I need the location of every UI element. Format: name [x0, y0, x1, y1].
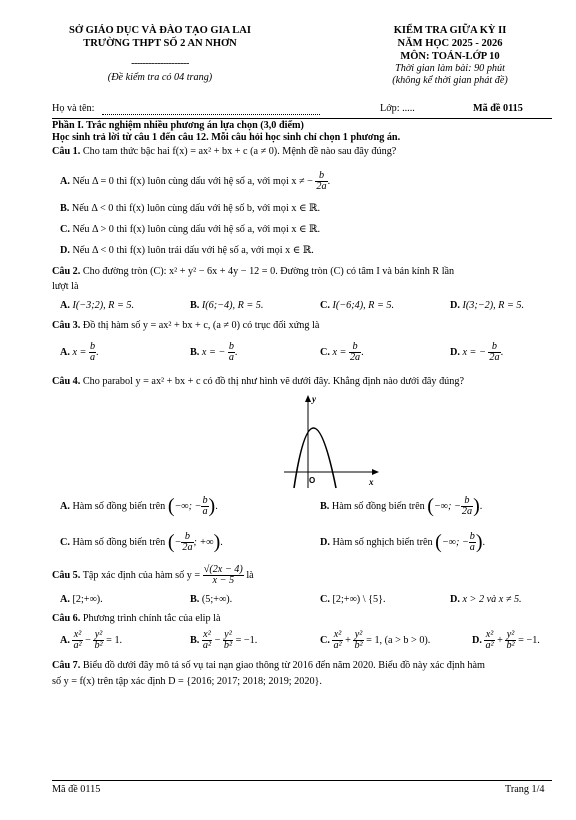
- question-stem: Cho đường tròn (C): x² + y² − 6x + 4y − 12 = 0. Đường tròn (C) có tâm I và bán kính R lần: [82, 266, 455, 277]
- question-stem: Tập xác định của hàm số y =: [82, 570, 201, 582]
- class-label: Lớp: .....: [380, 103, 415, 114]
- option-text: Nếu Δ > 0 thì f(x) luôn cùng dấu với hệ số a, với mọi x ∈ ℝ.: [72, 224, 321, 235]
- header-dashes: --------------------: [131, 58, 189, 69]
- question-5: Câu 5. Tập xác định của hàm số y = $\frac{√(2x - 4)}{x - 5}$ là: [52, 564, 254, 587]
- option-text: = −1.: [518, 635, 540, 647]
- question-stem-cont: số y = f(x) trên tập xác định D = {2016; 2017; 2018; 2019; 2020}.: [52, 676, 322, 687]
- q6-option-a[interactable]: A. $\frac{\text{x²}}{\text{a²}}$ − $\frac{\text{y²}}{\text{b²}}$ = 1.: [60, 629, 123, 652]
- option-text: (5;+∞).: [201, 594, 233, 605]
- q6-option-c[interactable]: C. $\frac{\text{x²}}{\text{a²}}$ + $\frac{\text{y²}}{\text{b²}}$ = 1, (a > b > 0).: [320, 629, 431, 652]
- y-axis-arrow: [305, 395, 311, 402]
- q3-option-b[interactable]: B. x = − $\frac{b}{a}$ .: [190, 341, 238, 364]
- q5-option-a[interactable]: A. [2;+∞).: [60, 594, 103, 605]
- option-text: Nếu Δ = 0 thì f(x) luôn cùng dấu với hệ số a, với mọi x ≠ −: [72, 176, 313, 188]
- q5-option-c[interactable]: C. [2;+∞) \ {5}.: [320, 594, 386, 605]
- exam-code: Mã đề 0115: [473, 103, 523, 114]
- option-text: = 1.: [106, 635, 123, 647]
- option-text: Hàm số đồng biến trên: [331, 500, 425, 512]
- question-label: Câu 1.: [52, 146, 81, 157]
- question-1: [52, 146, 396, 159]
- department-name: SỞ GIÁO DỤC VÀ ĐÀO TẠO GIA LAI: [69, 25, 251, 36]
- question-stem-end: là: [246, 570, 254, 582]
- name-blank[interactable]: [102, 114, 320, 115]
- option-text: = 1, (a > b > 0).: [366, 635, 431, 647]
- page-number: Trang 1/4: [505, 784, 545, 795]
- q1-option-a[interactable]: A. Nếu Δ = 0 thì f(x) luôn cùng dấu với hệ số a, với mọi x ≠ − $\frac{b}{2a}$ .: [60, 170, 331, 193]
- question-stem: Phương trình chính tắc của elip là: [82, 613, 221, 624]
- question-stem: Đồ thị hàm số y = ax² + bx + c, (a ≠ 0) có trục đối xứng là: [82, 320, 320, 331]
- origin-label: O: [309, 476, 316, 485]
- question-label: Câu 6.: [52, 613, 81, 624]
- q2-option-b[interactable]: B. I(6;−4), R = 5.: [190, 300, 264, 311]
- q2-option-a[interactable]: A. I(−3;2), R = 5.: [60, 300, 135, 311]
- option-text: Hàm số đồng biến trên: [72, 536, 166, 548]
- question-label: Câu 7.: [52, 660, 81, 671]
- name-label: Họ và tên:: [52, 103, 95, 114]
- q1-option-d[interactable]: D. Nếu Δ < 0 thì f(x) luôn trái dấu với hệ số a, với mọi x ∈ ℝ.: [60, 245, 314, 256]
- option-text: Hàm số nghịch biến trên: [332, 536, 433, 548]
- question-label: Câu 2.: [52, 266, 81, 277]
- question-label: Câu 3.: [52, 320, 81, 331]
- footer-exam-code: Mã đề 0115: [52, 784, 101, 795]
- option-text: Hàm số đồng biến trên: [72, 500, 166, 512]
- q3-option-a[interactable]: A. x = $\frac{b}{a}$ .: [60, 341, 99, 364]
- q6-option-b[interactable]: B. $\frac{\text{x²}}{\text{a²}}$ − $\frac{\text{y²}}{\text{b²}}$ = −1.: [190, 629, 258, 652]
- q2-option-c[interactable]: C. I(−6;4), R = 5.: [320, 300, 395, 311]
- question-3: [52, 320, 319, 333]
- question-label: Câu 4.: [52, 376, 81, 387]
- part1-instruction: Học sinh trả lời từ câu 1 đến câu 12. Mỗi câu hỏi học sinh chỉ chọn 1 phương án.: [52, 132, 401, 143]
- time-note: (không kể thời gian phát đề): [392, 75, 508, 86]
- q5-option-d[interactable]: D. x > 2 và x ≠ 5.: [450, 594, 522, 605]
- q1-option-b[interactable]: B. Nếu Δ < 0 thì f(x) luôn cùng dấu với hệ số b, với mọi x ∈ ℝ.: [60, 203, 321, 214]
- question-4: [52, 376, 464, 389]
- page-count-note: (Đề kiểm tra có 04 trang): [107, 72, 213, 83]
- option-text: I(−6;4), R = 5.: [332, 300, 395, 311]
- question-stem: Cho tam thức bậc hai f(x) = ax² + bx + c (a ≠ 0). Mệnh đề nào sau đây đúng?: [82, 146, 397, 157]
- school-name: TRƯỜNG THPT SỐ 2 AN NHƠN: [83, 38, 237, 49]
- question-label: Câu 5.: [52, 570, 81, 582]
- time-limit: Thời gian làm bài: 90 phút: [395, 63, 505, 74]
- option-text: Nếu Δ < 0 thì f(x) luôn trái dấu với hệ số a, với mọi x ∈ ℝ.: [72, 245, 314, 256]
- option-text: Nếu Δ < 0 thì f(x) luôn cùng dấu với hệ số b, với mọi x ∈ ℝ.: [71, 203, 321, 214]
- option-text: x =: [332, 347, 347, 359]
- exam-title: KIỂM TRA GIỮA KỲ II: [393, 25, 507, 36]
- y-axis-label: y: [312, 394, 316, 404]
- q2-option-d[interactable]: D. I(3;−2), R = 5.: [450, 300, 525, 311]
- option-text: I(3;−2), R = 5.: [462, 300, 525, 311]
- option-text: [2;+∞) \ {5}.: [332, 594, 386, 605]
- x-axis-label: x: [369, 477, 374, 487]
- option-text: I(6;−4), R = 5.: [201, 300, 264, 311]
- subject: MÔN: TOÁN-LỚP 10: [400, 51, 500, 62]
- q4-option-c[interactable]: C. Hàm số đồng biến trên (− $\frac{b}{2a}$ ; +∞).: [60, 530, 223, 553]
- q3-option-d[interactable]: D. x = − $\frac{b}{2a}$ .: [450, 341, 504, 364]
- question-stem-cont: lượt là: [52, 281, 79, 292]
- question-2: [52, 266, 454, 279]
- question-6: [52, 613, 221, 626]
- question-stem: Cho parabol y = ax² + bx + c có đồ thị như hình vẽ dưới đây. Khẳng định nào dưới đây đúng?: [82, 376, 464, 387]
- header-divider: [52, 118, 552, 119]
- option-text: = −1.: [235, 635, 258, 647]
- q3-option-c[interactable]: C. x = $\frac{b}{2a}$ .: [320, 341, 364, 364]
- q5-option-b[interactable]: B. (5;+∞).: [190, 594, 233, 605]
- option-text: x > 2 và x ≠ 5.: [462, 594, 522, 605]
- footer-divider: [52, 780, 552, 781]
- option-text: x = −: [462, 347, 486, 359]
- part1-title: Phần I. Trắc nghiệm nhiều phương án lựa chọn (3,0 điểm): [52, 120, 304, 131]
- school-year: NĂM HỌC 2025 - 2026: [397, 38, 503, 49]
- x-axis-arrow: [372, 469, 379, 475]
- question-stem: Biểu đồ dưới đây mô tả số vụ tai nạn giao thông từ 2016 đến năm 2020. Biểu đồ này xác định hàm: [82, 660, 485, 671]
- parabol-graph: [280, 392, 380, 492]
- question-7: [52, 660, 485, 673]
- option-text: x =: [72, 347, 87, 359]
- q1-option-c[interactable]: C. Nếu Δ > 0 thì f(x) luôn cùng dấu với hệ số a, với mọi x ∈ ℝ.: [60, 224, 321, 235]
- option-text: x = −: [201, 347, 226, 359]
- option-text: I(−3;2), R = 5.: [72, 300, 135, 311]
- option-text: [2;+∞).: [72, 594, 103, 605]
- q4-option-d[interactable]: D. Hàm số nghịch biến trên (−∞; − $\frac{b}{a}$ ).: [320, 530, 486, 553]
- q4-option-b[interactable]: B. Hàm số đồng biến trên (−∞; − $\frac{b}{2a}$ ).: [320, 494, 483, 517]
- q4-option-a[interactable]: A. Hàm số đồng biến trên (−∞; − $\frac{b}{a}$ ).: [60, 494, 218, 517]
- q6-option-d[interactable]: D. $\frac{\text{x²}}{\text{a²}}$ + $\frac{\text{y²}}{\text{b²}}$ = −1.: [472, 629, 540, 652]
